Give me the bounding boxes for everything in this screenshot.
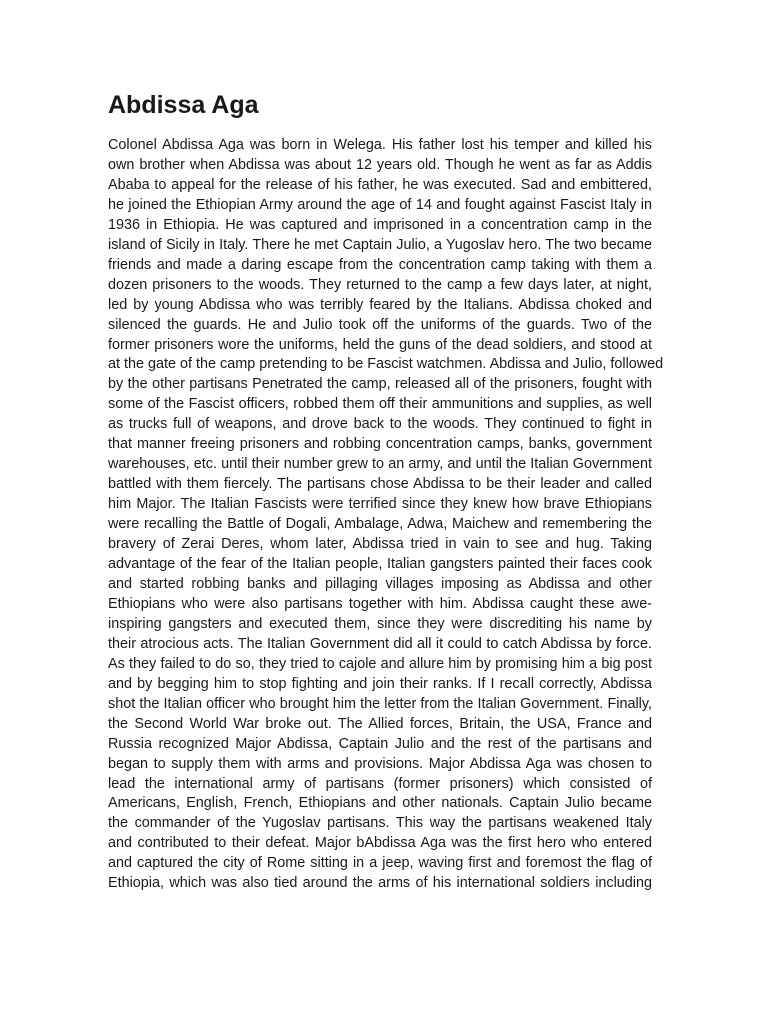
paragraph-line: Americans, English, French, Ethiopians and other nationals. Captain Julio became [108, 795, 652, 812]
paragraph-line: began to supply them with arms and provisions. Major Abdissa Aga was chosen to [108, 755, 652, 772]
paragraph-line: and contributed to their defeat. Major bAbdissa Aga was the first hero who entered [108, 835, 652, 852]
paragraph-line: Colonel Abdissa Aga was born in Welega. His father lost his temper and killed his [108, 137, 652, 153]
paragraph-line: bravery of Zerai Deres, whom later, Abdissa tried in vain to see and hug. Taking [108, 536, 652, 553]
paragraph-line: and started robbing banks and pillaging villages imposing as Abdissa and other [108, 575, 652, 592]
paragraph-line: as trucks full of weapons, and drove back to the woods. They continued to fight in [108, 416, 652, 433]
paragraph-line: battled with them fiercely. The partisans chose Abdissa to be their leader and called [108, 476, 652, 493]
paragraph-line: silenced the guards. He and Julio took off the uniforms of the guards. Two of the [108, 316, 652, 333]
paragraph-line: and captured the city of Rome sitting in a jeep, waving first and foremost the flag of [108, 855, 652, 872]
paragraph-line: former prisoners wore the uniforms, held the guns of the dead soldiers, and stood at [108, 336, 652, 353]
document-title: Abdissa Aga [108, 91, 259, 119]
paragraph-line: island of Sicily in Italy. There he met Captain Julio, a Yugoslav hero. The two became [108, 236, 652, 253]
paragraph-line: As they failed to do so, they tried to cajole and allure him by promising him a big post [108, 655, 652, 672]
paragraph-line: that manner freeing prisoners and robbing concentration camps, banks, government [108, 436, 652, 453]
paragraph-line: and by begging him to stop fighting and join their ranks. If I recall correctly, Abdissa [108, 675, 652, 692]
paragraph-line: at the gate of the camp pretending to be Fascist watchmen. Abdissa and Julio, followed [108, 356, 664, 373]
paragraph-line: lead the international army of partisans (former prisoners) which consisted of [108, 775, 652, 792]
paragraph-line: by the other partisans Penetrated the camp, released all of the prisoners, fought with [108, 376, 652, 393]
paragraph-line: he joined the Ethiopian Army around the age of 14 and fought against Fascist Italy in [108, 196, 652, 213]
paragraph-line: warehouses, etc. until their number grew to an army, and until the Italian Government [108, 456, 652, 473]
paragraph-line: the commander of the Yugoslav partisans. This way the partisans weakened Italy [108, 815, 652, 832]
paragraph-line: own brother when Abdissa was about 12 years old. Though he went as far as Addis [108, 156, 652, 173]
paragraph-line: Ethiopians who were also partisans together with him. Abdissa caught these awe- [108, 595, 652, 612]
paragraph-line: advantage of the fear of the Italian people, Italian gangsters painted their faces cook [108, 556, 652, 573]
paragraph-line: friends and made a daring escape from the concentration camp taking with them a [108, 256, 652, 273]
paragraph-line: Ethiopia, which was also tied around the arms of his international soldiers including [108, 875, 652, 892]
paragraph-line: inspiring gangsters and executed them, since they were discrediting his name by [108, 615, 652, 632]
paragraph-line: him Major. The Italian Fascists were terrified since they knew how brave Ethiopians [108, 496, 652, 513]
document-body [108, 136, 664, 894]
paragraph-line: dozen prisoners to the woods. They returned to the camp a few days later, at night, [108, 276, 652, 293]
paragraph-line: the Second World War broke out. The Allied forces, Britain, the USA, France and [108, 715, 652, 732]
paragraph-line: Russia recognized Major Abdissa, Captain Julio and the rest of the partisans and [108, 735, 652, 752]
paragraph-line: were recalling the Battle of Dogali, Ambalage, Adwa, Maichew and remembering the [108, 516, 652, 533]
paragraph-line: some of the Fascist officers, robbed them off their ammunitions and supplies, as well [108, 396, 652, 413]
paragraph-line: their atrocious acts. The Italian Government did all it could to catch Abdissa by force. [108, 635, 652, 652]
paragraph-line: shot the Italian officer who brought him the letter from the Italian Government. Finally, [108, 695, 652, 712]
paragraph-line: led by young Abdissa who was terribly feared by the Italians. Abdissa choked and [108, 296, 652, 313]
paragraph-line: 1936 in Ethiopia. He was captured and imprisoned in a concentration camp in the [108, 216, 652, 233]
paragraph-line: Ababa to appeal for the release of his father, he was executed. Sad and embittered, [108, 176, 652, 193]
